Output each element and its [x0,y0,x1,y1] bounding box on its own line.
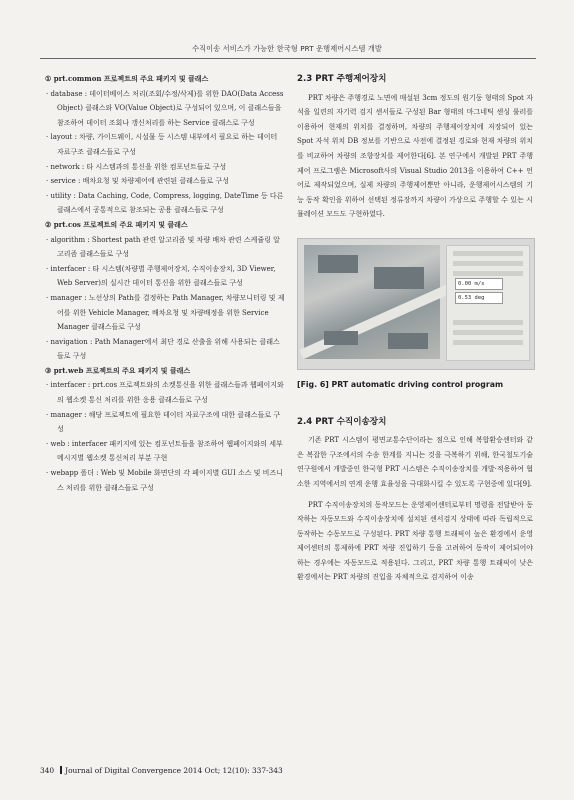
package-item: · manager : 해당 프로젝트에 필요한 데이터 자료구조에 대한 클래스들로 구성 [46,410,281,434]
section-2-4-paragraph-2: PRT 수직이송장치의 동작모드는 운영제어센터로부터 명령을 전달받아 동작하는 자동모드와 수직이송장치에 설치된 센서검지 상태에 따라 독립적으로 동작하는 수동모드로 구성된다. PRT 차량 통행 트래픽이 높은 환경에서 운영제어센터의 통제하에 PRT 차량 진입하기 등을 고려하여 동작이 제어되어야 하는 경우에는 자동모드로 적용된다. 그리고, PRT 차량 통행 트래픽이 낮은 환경에서는 PRT 차량의 진입을 자체적으로 검지하여 이송 [297,500,533,582]
package-item: · algorithm : Shortest path 관련 알고리즘 및 차량 배차 관련 스케쥴링 알고리즘 클래스들로 구성 [46,235,280,259]
section-heading-2-4: 2.4 PRT 수직이송장치 [297,416,387,427]
page-number: 340 [40,766,55,775]
package-item: · layout : 차량, 가이드웨이, 시설물 등 시스템 내부에서 필요로 하는 데이터 자료구조 클래스들로 구성 [46,133,278,156]
package-item: · database : 데이터베이스 처리(조회/수정/삭제)를 위한 DAO(Data Access Object) 클래스와 VO(Value Object)로 구성되어 있으며, 이 클래스들을 참조하여 데이터 조회나 갱신처리를 하는 Service 클래스로 구성 [46,89,284,127]
package-item: · webapp 폴더 : Web 및 Mobile 화면단의 각 페이지별 GUI 소스 및 비즈니스 처리를 위한 클래스들로 구성 [46,469,283,492]
aerial-map-view [304,245,440,359]
section-2-4-paragraph-1: 기존 PRT 시스템이 평면교통수단이라는 점으로 인해 복합환승센터와 같은 복잡한 구조에서의 수송 한계를 지니는 것을 극복하기 위해, 한국철도기술연구원에서 개발중인 한국형 PRT 시스템은 수직이송장치를 개발·적용하여 협소한 지역에서의 연계 운행 효율성을 극대화시킬 수 있도록 구현중에 있다[9]. [297,436,533,488]
section-2-3-paragraph: PRT 차량은 주행경로 노면에 매설된 3cm 정도의 원기둥 형태의 Spot 자석을 일련의 자기력 검지 센서들로 구성된 Bar 형태의 마그네틱 센싱 룰러를 이용하여 현재의 위치를 결정하며, 차량의 주행제어장치에 저장되어 있는 Spot 자석 위치 DB 정보를 기반으로 사전에 결정된 경로와 현재 차량의 위치를 비교하여 차량의 조향장치를 제어한다[6]. 본 연구에서 개발된 PRT 주행제어 프로그램은 Microsoft사의 Visual Studio 2013을 이용하여 C++ 언어로 제작되었으며, 실제 차량의 주행제어뿐만 아니라, 운행제어시스템의 기능 동작 확인을 위하여 선택된 정류장까지 차량이 가상으로 주행할 수 있는 시뮬레이션 모드도 구현하였다. [297,93,533,219]
running-head: 수직이송 서비스가 가능한 한국형 PRT 운행제어시스템 개발 [192,44,382,53]
package-heading: ② prt.cos 프로젝트의 주요 패키지 및 클래스 [45,219,188,229]
package-heading: ① prt.common 프로젝트의 주요 패키지 및 클래스 [45,74,209,83]
package-item: · network : 타 시스템과의 통신을 위한 컴포넌트들로 구성 [46,162,227,171]
journal-citation: Journal of Digital Convergence 2014 Oct; 12(10): 337-343 [65,766,283,775]
package-item: · web : interfacer 패키지에 있는 컴포넌트들을 참조하여 웹페이지와의 세부 메시지별 웹소켓 통신처리 부분 구현 [46,439,283,463]
speed-readout: 0.00 m/s [455,278,503,290]
package-item: · interfacer : prt.cos 프로젝트와의 소켓통신을 위한 클래스들과 웹페이지와의 웹소켓 통신 처리를 위한 응용 클래스들로 구성 [46,381,284,405]
package-item: · manager : 노선상의 Path를 결정하는 Path Manager, 차량모니터링 및 제어를 위한 Vehicle Manager, 배차요청 및 차량배정을 위한 Service Manager 클래스들로 구성 [46,293,285,332]
package-item: · service : 배차요청 및 차량제어에 관련된 클래스들로 구성 [46,177,229,186]
package-heading: ③ prt.web 프로젝트의 주요 패키지 및 클래스 [45,365,191,375]
footer-separator [60,766,62,774]
left-column [45,72,285,495]
page-footer [40,766,283,775]
section-heading-2-3: 2.3 PRT 주행제어장치 [297,74,387,84]
header-rule [40,58,536,59]
figure-caption: [Fig. 6] PRT automatic driving control program [297,379,504,389]
package-item: · navigation : Path Manager에서 최단 경로 산출을 위해 사용되는 클래스들로 구성 [46,337,280,361]
figure-6-screenshot [297,238,535,370]
right-column [297,72,533,585]
package-item: · utility : Data Caching, Code, Compress, logging, DateTime 등 다른 클래스에서 공통적으로 참조되는 공용 클래스들로 구성 [46,191,284,215]
package-item: · interfacer : 타 시스템(차량별 주행제어장치, 수직이송장치, 3D Viewer, Web Server)의 실시간 데이터 통신을 위한 클래스들로 구성 [46,264,276,288]
control-panel [446,245,530,361]
angle-readout: 0.53 deg [455,292,503,304]
